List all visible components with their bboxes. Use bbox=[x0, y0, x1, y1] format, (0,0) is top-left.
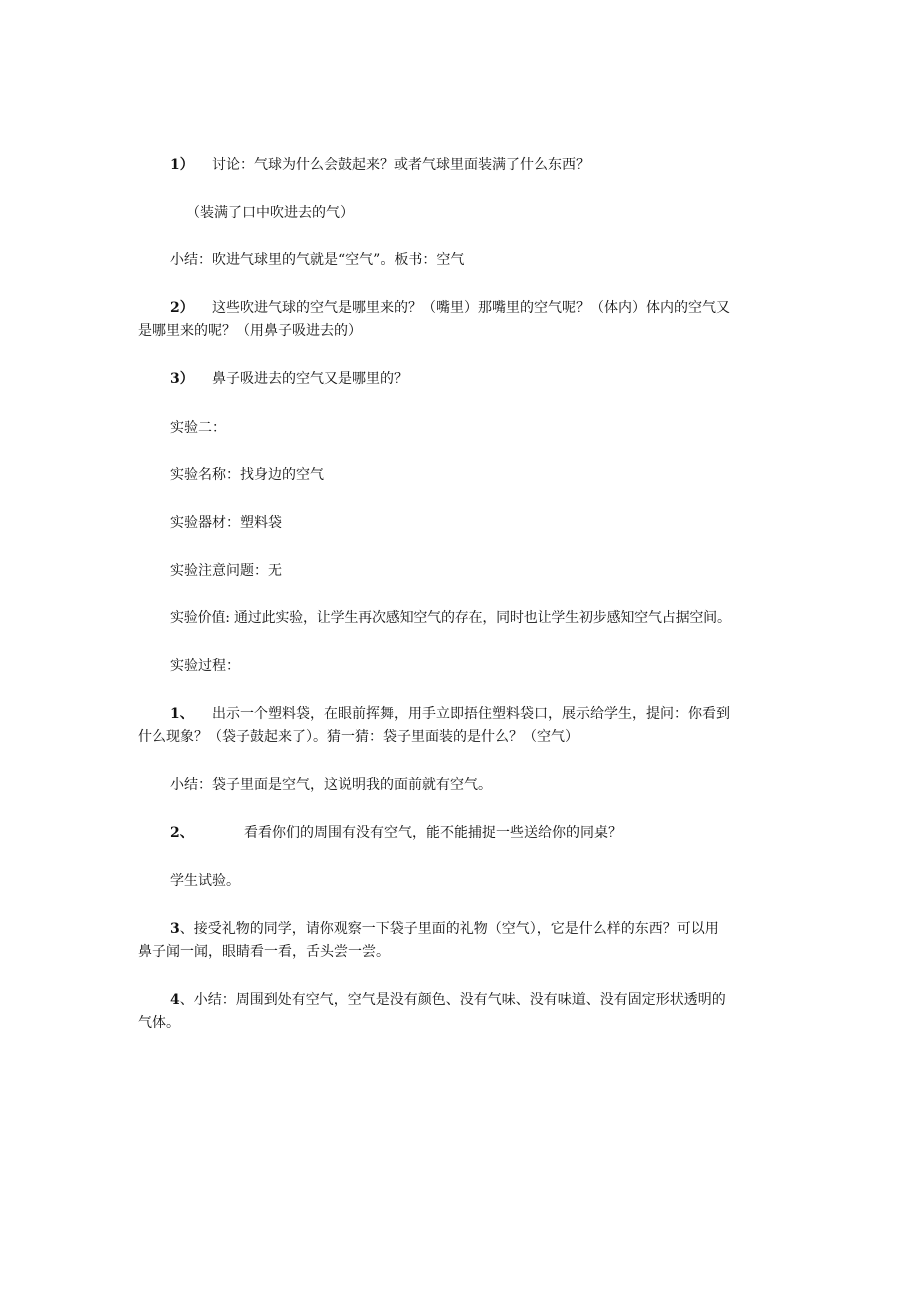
paragraph-step-4 bbox=[138, 989, 784, 1035]
item-number: 4 bbox=[170, 992, 180, 1008]
paragraph-line-1: 出示一个塑料袋，在眼前挥舞，用手立即捂住塑料袋口，展示给学生，提问：你看到 bbox=[212, 706, 730, 722]
paragraph-text: 实验价值: 通过此实验，让学生再次感知空气的存在，同时也让学生初步感知空气占据空间。 bbox=[170, 610, 731, 626]
paragraph-summary bbox=[138, 249, 784, 272]
paragraph-step-1 bbox=[138, 703, 784, 749]
paragraph-experiment-materials bbox=[138, 512, 784, 535]
paragraph-text: 讨论：气球为什么会鼓起来？或者气球里面装满了什么东西？ bbox=[212, 157, 590, 173]
paragraph-line-1: 、接受礼物的同学，请你观察一下袋子里面的礼物（空气），它是什么样的东西？可以用 bbox=[179, 921, 719, 937]
paragraph-text: （装满了口中吹进去的气） bbox=[186, 205, 354, 221]
paragraph-student-trial bbox=[138, 870, 784, 893]
item-number: 1、 bbox=[170, 706, 194, 722]
item-number: 2、 bbox=[170, 825, 194, 841]
paragraph-line-2: 是哪里来的呢？（用鼻子吸进去的） bbox=[138, 323, 362, 339]
paragraph-experiment-value bbox=[138, 607, 784, 630]
paragraph-step-1-summary bbox=[138, 774, 784, 797]
paragraph-line-2: 气体。 bbox=[138, 1015, 180, 1031]
paragraph-question-3 bbox=[138, 368, 784, 391]
item-number: 1） bbox=[170, 157, 194, 173]
paragraph-step-3 bbox=[138, 918, 784, 964]
paragraph-text: 看看你们的周围有没有空气，能不能捕捉一些送给你的同桌？ bbox=[244, 825, 622, 841]
paragraph-step-2 bbox=[138, 822, 784, 845]
paragraph-text: 实验注意问题：无 bbox=[170, 563, 282, 579]
paragraph-line-1: 、小结：周围到处有空气，空气是没有颜色、没有气味、没有味道、没有固定形状透明的 bbox=[179, 992, 726, 1008]
paragraph-experiment-2 bbox=[138, 417, 784, 440]
paragraph-discussion bbox=[138, 154, 784, 177]
item-number: 3） bbox=[170, 371, 194, 387]
paragraph-text: 实验名称：找身边的空气 bbox=[170, 467, 324, 483]
paragraph-answer bbox=[138, 202, 784, 225]
paragraph-experiment-name bbox=[138, 464, 784, 487]
paragraph-text: 实验过程： bbox=[170, 658, 240, 674]
paragraph-line-1: 这些吹进气球的空气是哪里来的？（嘴里）那嘴里的空气呢？（体内）体内的空气又 bbox=[212, 300, 730, 316]
paragraph-line-2: 鼻子闻一闻，眼睛看一看，舌头尝一尝。 bbox=[138, 944, 390, 960]
paragraph-text: 鼻子吸进去的空气又是哪里的？ bbox=[212, 371, 408, 387]
item-number: 2） bbox=[170, 300, 194, 316]
paragraph-text: 小结：吹进气球里的气就是“空气”。板书：空气 bbox=[170, 252, 465, 268]
paragraph-text: 实验器材：塑料袋 bbox=[170, 515, 282, 531]
paragraph-question-2 bbox=[138, 297, 784, 343]
paragraph-line-2: 什么现象？（袋子鼓起来了）。猜一猜：袋子里面装的是什么？（空气） bbox=[138, 729, 579, 745]
paragraph-text: 小结：袋子里面是空气，这说明我的面前就有空气。 bbox=[170, 777, 492, 793]
paragraph-text: 学生试验。 bbox=[170, 873, 240, 889]
paragraph-experiment-process bbox=[138, 655, 784, 678]
paragraph-experiment-notes bbox=[138, 560, 784, 583]
item-number: 3 bbox=[170, 921, 180, 937]
paragraph-text: 实验二： bbox=[170, 420, 226, 436]
